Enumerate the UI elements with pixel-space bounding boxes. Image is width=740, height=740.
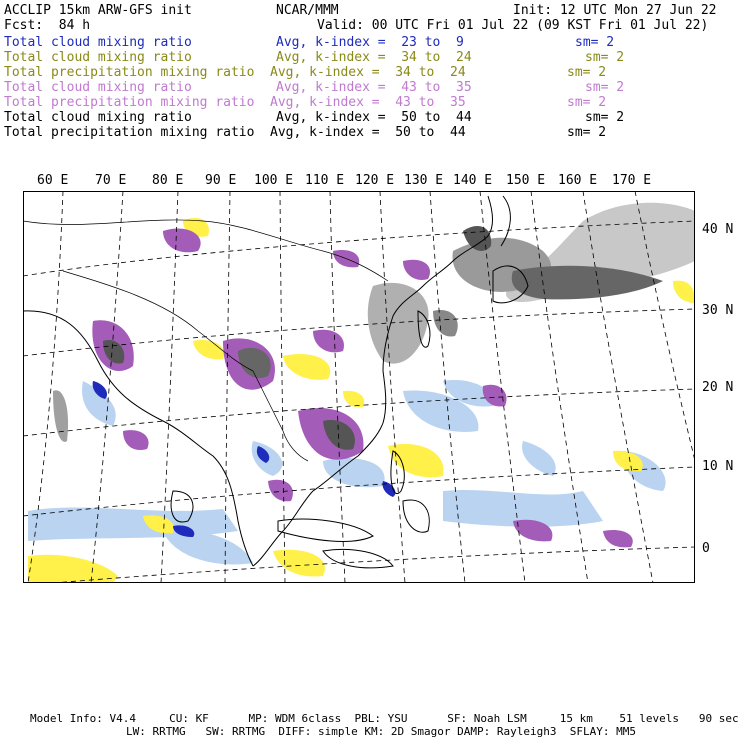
init-time: Init: 12 UTC Mon 27 Jun 22 [513,3,717,18]
lat-label: 20 N [702,380,734,395]
model-info-line1: Model Info: V4.4 CU: KF MP: WDM 6class PBL: YSU SF: Noah LSM 15 km 51 levels 90 sec [30,712,739,725]
field-name: Total cloud mixing ratio [4,35,192,50]
lat-label: 40 N [702,222,734,237]
field-name: Total precipitation mixing ratio [4,65,255,80]
field-sm: sm= 2 [575,35,615,50]
field-avg: Avg, k-index = 43 to 35 [276,80,472,95]
field-avg: Avg, k-index = 43 to 35 [270,95,466,110]
field-sm: sm= 2 [567,95,607,110]
field-avg: Avg, k-index = 23 to 9 [276,35,464,50]
lon-label: 140 E [453,173,493,188]
field-name: Total cloud mixing ratio [4,80,192,95]
model-info-line2: LW: RRTMG SW: RRTMG DIFF: simple KM: 2D Smagor DAMP: Rayleigh3 SFLAY: MM5 [126,725,636,738]
field-sm: sm= 2 [567,65,607,80]
lat-label: 0 [702,541,710,556]
lon-label: 90 E [205,173,237,188]
field-avg: Avg, k-index = 50 to 44 [270,125,466,140]
forecast-hour: Fcst: 84 h [4,18,91,33]
lon-label: 60 E [37,173,69,188]
field-name: Total cloud mixing ratio [4,50,192,65]
field-avg: Avg, k-index = 50 to 44 [276,110,472,125]
lon-label: 120 E [355,173,395,188]
field-sm: sm= 2 [567,125,607,140]
field-name: Total cloud mixing ratio [4,110,192,125]
valid-time: Valid: 00 UTC Fri 01 Jul 22 (09 KST Fri 01 Jul 22) [317,18,709,33]
field-name: Total precipitation mixing ratio [4,125,255,140]
field-sm: sm= 2 [585,50,625,65]
lon-label: 130 E [404,173,444,188]
lon-label: 150 E [506,173,546,188]
forecast-map [23,191,695,583]
lon-label: 160 E [558,173,598,188]
field-name: Total precipitation mixing ratio [4,95,255,110]
lon-label: 170 E [612,173,652,188]
lat-label: 10 N [702,459,734,474]
lon-label: 100 E [254,173,294,188]
field-avg: Avg, k-index = 34 to 24 [270,65,466,80]
lon-label: 110 E [305,173,345,188]
org-label: NCAR/MMM [276,3,339,18]
lat-label: 30 N [702,303,734,318]
lon-label: 80 E [152,173,184,188]
lon-label: 70 E [95,173,127,188]
field-sm: sm= 2 [585,110,625,125]
field-avg: Avg, k-index = 34 to 24 [276,50,472,65]
model-title: ACCLIP 15km ARW-GFS init [4,3,192,18]
field-sm: sm= 2 [585,80,625,95]
